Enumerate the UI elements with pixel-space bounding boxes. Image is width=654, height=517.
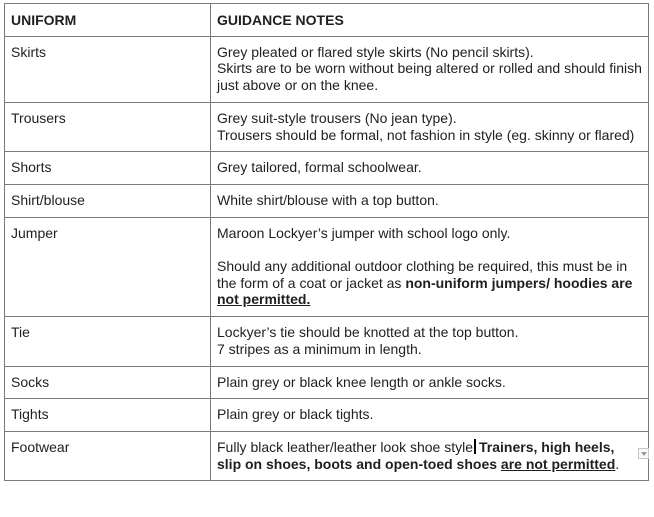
table-row <box>5 184 649 217</box>
notes-line: Trousers should be formal, not fashion in style (eg. skinny or flared) <box>217 126 635 143</box>
table-row <box>5 152 649 185</box>
notes-bold-underlined-text: not permitted. <box>217 291 311 308</box>
row-item-tights[interactable]: Tights <box>5 399 211 432</box>
notes-line: Should any additional outdoor clothing be required, this must be in the form of a coat or jacket as <box>217 258 628 291</box>
row-item-trousers[interactable]: Trousers <box>5 102 211 151</box>
table-row <box>5 36 649 102</box>
text-cursor <box>474 439 476 454</box>
table-row <box>5 399 649 432</box>
chevron-down-icon[interactable] <box>638 448 649 459</box>
row-notes-shirt-blouse[interactable] <box>211 184 649 217</box>
row-notes-shorts[interactable] <box>211 152 649 185</box>
notes-line: White shirt/blouse with a top button. <box>217 191 439 208</box>
notes-line: Fully black leather/leather look shoe style <box>217 438 474 455</box>
row-notes-trousers[interactable] <box>211 102 649 151</box>
notes-line: Maroon Lockyer’s jumper with school logo only. <box>217 224 511 241</box>
notes-bold-text: Trainers, high heels, slip on shoes, boots and open-toed shoes <box>217 438 615 472</box>
row-item-shirt-blouse[interactable]: Shirt/blouse <box>5 184 211 217</box>
notes-line: Grey pleated or flared style skirts (No pencil skirts). <box>217 43 534 60</box>
row-notes-skirts[interactable] <box>211 36 649 102</box>
row-item-skirts[interactable]: Skirts <box>5 36 211 102</box>
row-item-socks[interactable]: Socks <box>5 366 211 399</box>
notes-line: Grey suit-style trousers (No jean type). <box>217 109 457 126</box>
notes-line: Grey tailored, formal schoolwear. <box>217 159 422 176</box>
row-item-shorts[interactable]: Shorts <box>5 152 211 185</box>
table-row <box>5 217 649 317</box>
table-row <box>5 431 649 480</box>
header-uniform: UNIFORM <box>5 4 211 37</box>
table-row <box>5 317 649 366</box>
notes-line: Lockyer’s tie should be knotted at the top button. <box>217 324 519 341</box>
row-notes-footwear[interactable] <box>211 431 649 480</box>
header-guidance-notes: GUIDANCE NOTES <box>211 4 649 37</box>
row-notes-socks[interactable] <box>211 366 649 399</box>
notes-line: Plain grey or black knee length or ankle socks. <box>217 373 506 390</box>
table-row <box>5 102 649 151</box>
paragraph-gap <box>217 241 642 258</box>
row-item-jumper[interactable]: Jumper <box>5 217 211 317</box>
row-item-footwear[interactable]: Footwear <box>5 431 211 480</box>
notes-bold-underlined-text: are not permitted <box>500 455 616 472</box>
uniform-table <box>4 3 649 481</box>
row-item-tie[interactable]: Tie <box>5 317 211 366</box>
row-notes-tie[interactable] <box>211 317 649 366</box>
notes-tail: . <box>615 455 620 472</box>
notes-line: Skirts are to be worn without being altered or rolled and should finish just above or on the knee. <box>217 60 642 94</box>
notes-bold-text: non-uniform jumpers/ hoodies are <box>405 274 633 291</box>
table-header-row <box>5 4 649 37</box>
uniform-document <box>4 3 648 481</box>
table-row <box>5 366 649 399</box>
notes-line: Plain grey or black tights. <box>217 406 374 423</box>
row-notes-jumper[interactable] <box>211 217 649 317</box>
notes-line: 7 stripes as a minimum in length. <box>217 340 422 357</box>
row-notes-tights[interactable] <box>211 399 649 432</box>
